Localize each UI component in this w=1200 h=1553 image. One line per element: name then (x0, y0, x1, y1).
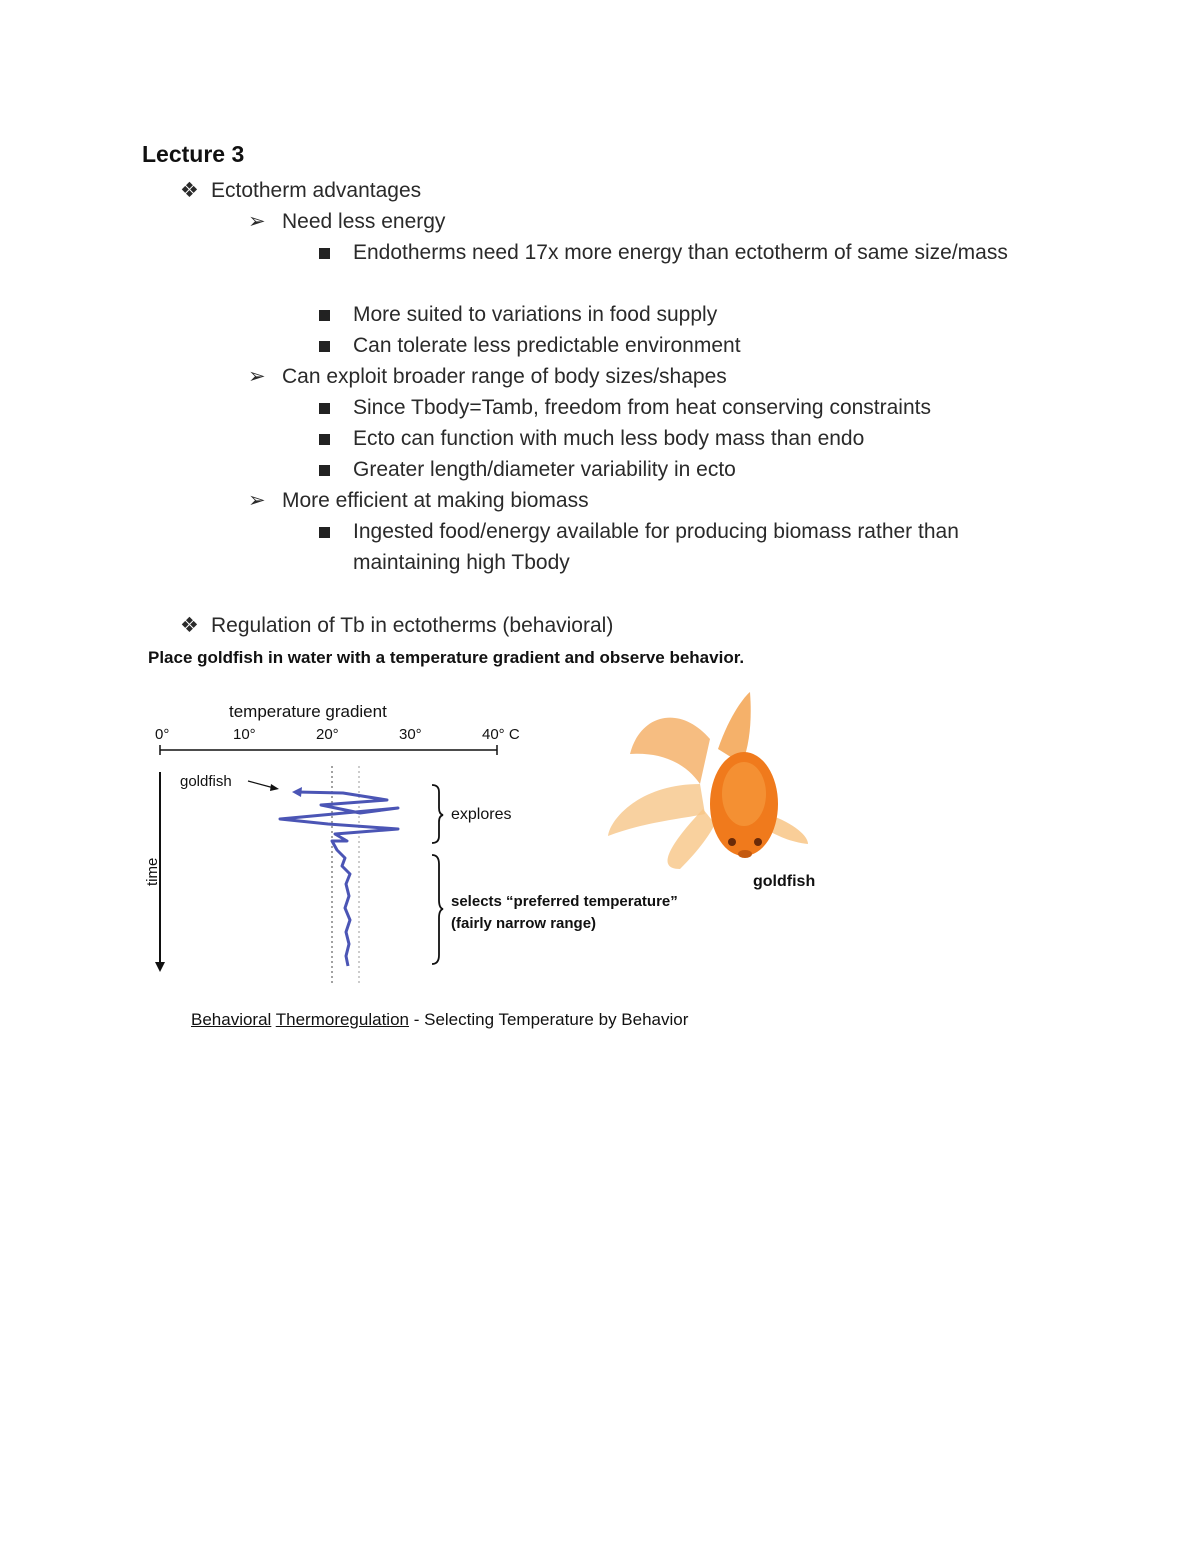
square-bullet-icon (319, 403, 330, 414)
tick-label: 20° (316, 726, 339, 743)
explores-brace (432, 785, 443, 843)
square-bullet-icon (319, 465, 330, 476)
subpoint-label: Need less energy (282, 210, 446, 233)
list-item-text: Greater length/diameter variability in ecto (353, 458, 736, 481)
caption-rest: - Selecting Temperature by Behavior (409, 1010, 689, 1029)
tick-label: 30° (399, 726, 422, 743)
tick-label: 40° C (482, 726, 520, 743)
fish-body-highlight (722, 762, 766, 826)
fish-eye-icon (728, 838, 736, 846)
subpoint-label: Can exploit broader range of body sizes/shapes (282, 365, 727, 388)
tick-label: 10° (233, 726, 256, 743)
axis-title: temperature gradient (229, 702, 387, 721)
explores-label: explores (451, 806, 512, 823)
goldfish-pointer-label: goldfish (180, 773, 232, 790)
arrow-bullet-icon: ➢ (248, 210, 266, 233)
square-bullet-icon (319, 248, 330, 259)
arrow-bullet-icon: ➢ (248, 489, 266, 512)
tick-label: 0° (155, 726, 170, 743)
diamond-bullet-icon: ❖ (180, 179, 199, 202)
selects-label: selects “preferred temperature” (451, 893, 678, 910)
trace-arrowhead-icon (292, 787, 302, 797)
goldfish-photo (608, 692, 808, 869)
range-label: (fairly narrow range) (451, 915, 597, 932)
square-bullet-icon (319, 527, 330, 538)
temperature-gradient-diagram (140, 644, 840, 1004)
figure-caption (191, 1010, 688, 1030)
list-item-text: Ingested food/energy available for producing biomass rather than maintaining high Tbody (353, 520, 959, 574)
goldfish-figure (140, 644, 840, 1044)
time-label: time (144, 857, 161, 886)
goldfish-photo-label: goldfish (753, 873, 816, 890)
fish-tail-fin (630, 718, 710, 784)
list-item-text: Since Tbody=Tamb, freedom from heat conserving constraints (353, 396, 931, 419)
fish-eye-icon (754, 838, 762, 846)
pointer-line (248, 781, 274, 788)
selects-brace (432, 855, 443, 964)
down-arrow-icon (155, 962, 165, 972)
goldfish-trace (280, 792, 398, 966)
caption-behavioral: Behavioral (191, 1010, 272, 1029)
list-item-text: Can tolerate less predictable environment (353, 334, 741, 357)
section-heading: Ectotherm advantages (211, 179, 422, 202)
lecture-title: Lecture 3 (142, 141, 245, 167)
diamond-bullet-icon: ❖ (180, 614, 199, 637)
fish-mouth (738, 850, 752, 858)
square-bullet-icon (319, 434, 330, 445)
subpoint-label: More efficient at making biomass (282, 489, 589, 512)
arrow-bullet-icon: ➢ (248, 365, 266, 388)
list-item-text: Ecto can function with much less body mass than endo (353, 427, 865, 450)
figure-heading: Place goldfish in water with a temperature gradient and observe behavior. (148, 648, 745, 667)
list-item-text: Endotherms need 17x more energy than ectotherm of same size/mass (353, 241, 1008, 264)
pointer-arrow-icon (270, 784, 279, 791)
list-item-text: More suited to variations in food supply (353, 303, 718, 326)
square-bullet-icon (319, 341, 330, 352)
section-heading: Regulation of Tb in ectotherms (behavioral) (211, 614, 614, 637)
square-bullet-icon (319, 310, 330, 321)
caption-thermoregulation: Thermoregulation (275, 1010, 409, 1029)
